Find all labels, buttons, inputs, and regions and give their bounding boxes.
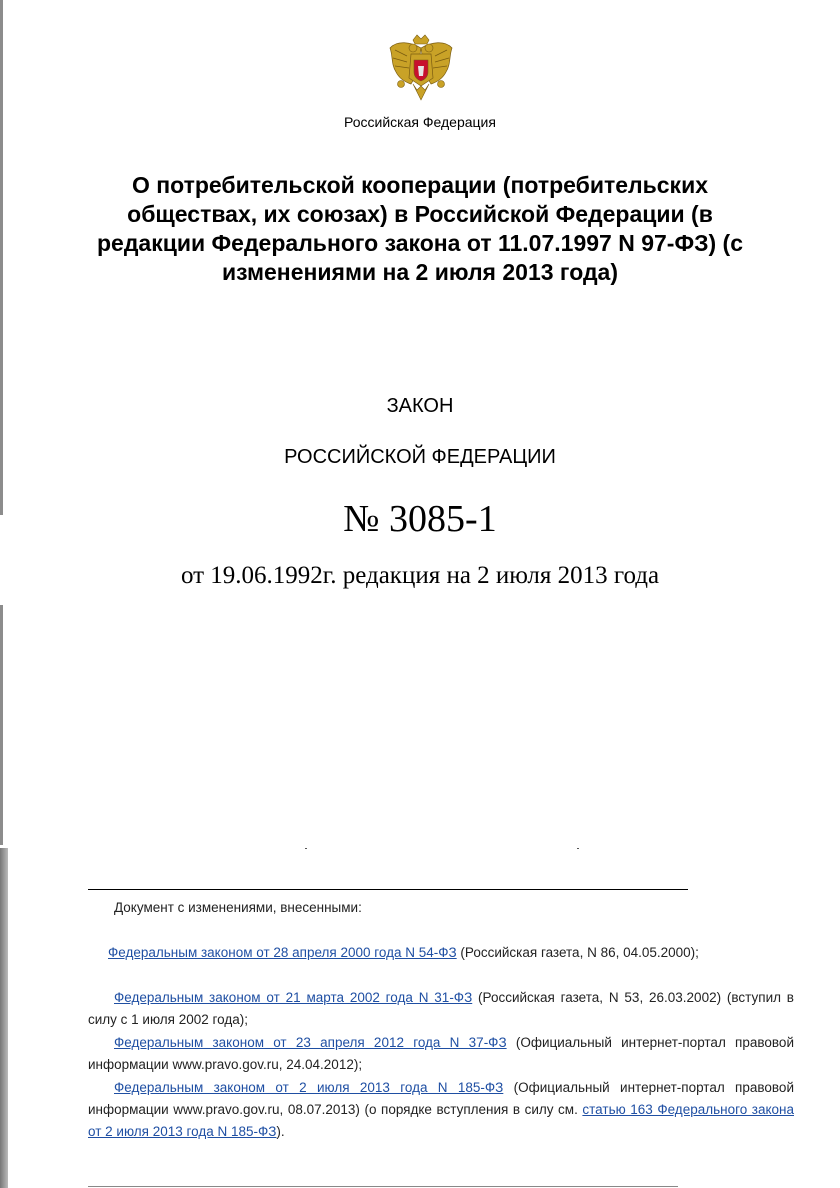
law-country: РОССИЙСКОЙ ФЕДЕРАЦИИ xyxy=(284,446,556,468)
title-line: редакции Федерального закона от 11.07.1997 N 97-ФЗ) (с xyxy=(96,230,743,256)
scan-speck xyxy=(577,848,579,849)
title-line: обществах, их союзах) в Российской Федерации (в xyxy=(127,201,713,227)
page-edge xyxy=(0,605,3,845)
divider-bottom xyxy=(88,1186,678,1187)
title-line: изменениями на 2 июля 2013 года) xyxy=(222,259,618,285)
amendment-item xyxy=(88,987,794,1031)
coat-of-arms-icon xyxy=(387,34,455,106)
divider-top xyxy=(88,889,688,890)
page-edge xyxy=(0,0,3,515)
amendment-item xyxy=(88,1077,794,1143)
amendment-link[interactable]: Федеральным законом от 23 апреля 2012 года N 37-ФЗ xyxy=(114,1035,507,1050)
amendment-item xyxy=(88,1032,794,1076)
amendment-source-end: ). xyxy=(276,1124,285,1139)
amendment-source: (Российская газета, N 86, 04.05.2000); xyxy=(456,945,699,960)
law-heading: ЗАКОН xyxy=(386,395,454,417)
changes-intro: Документ с изменениями, внесенными: xyxy=(114,900,362,915)
amendment-source: (Официальный интернет-портал правовой информации www.pravo.gov.ru, 24.04.2012); xyxy=(88,1035,794,1072)
article-link[interactable]: статью 163 Федерального закона от 2 июля 2013 года N 185-ФЗ xyxy=(88,1102,794,1139)
country-name: Российская Федерация xyxy=(344,114,496,130)
amendment-source: (Официальный интернет-портал правовой информации www.pravo.gov.ru, 08.07.2013) (о порядке вступления в силу см. xyxy=(88,1080,794,1117)
amendment-item xyxy=(88,942,794,964)
amendment-link[interactable]: Федеральным законом от 21 марта 2002 года N 31-ФЗ xyxy=(114,990,473,1005)
amendment-link[interactable]: Федеральным законом от 28 апреля 2000 года N 54-ФЗ xyxy=(108,945,457,960)
law-number: № 3085-1 xyxy=(343,498,497,540)
page-edge xyxy=(0,848,8,1188)
amendment-link[interactable]: Федеральным законом от 2 июля 2013 года N 185-ФЗ xyxy=(114,1080,504,1095)
amendment-source: (Российская газета, N 53, 26.03.2002) (вступил в силу с 1 июля 2002 года); xyxy=(88,990,794,1027)
title-line: О потребительской кооперации (потребительских xyxy=(131,172,709,198)
law-date-line: от 19.06.1992г. редакция на 2 июля 2013 года xyxy=(180,562,660,589)
document-title xyxy=(60,171,780,287)
scan-speck xyxy=(305,848,307,849)
